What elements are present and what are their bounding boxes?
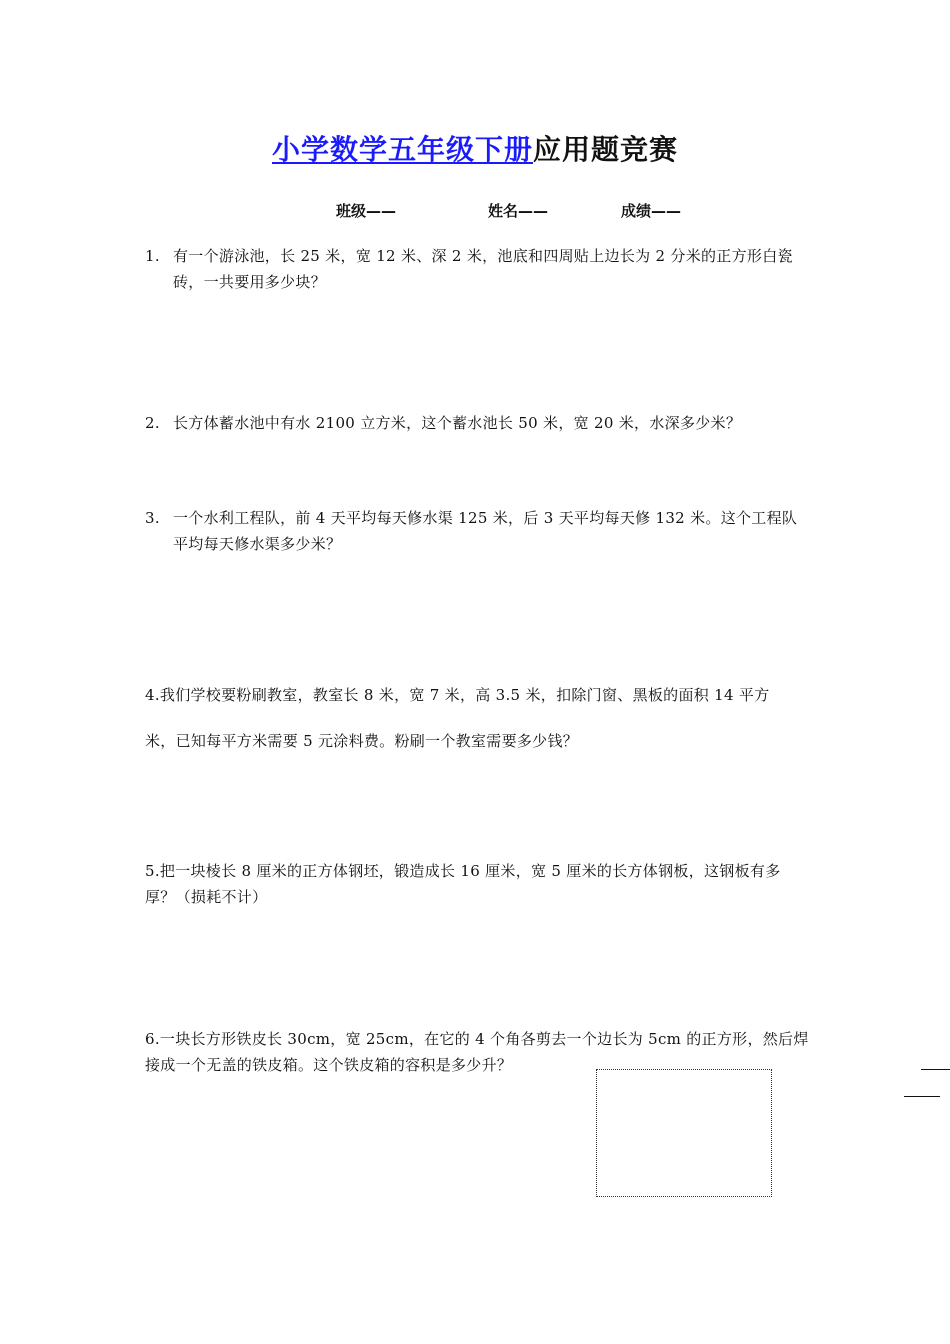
question-text-line: 5.把一块棱长 8 厘米的正方体钢坯，锻造成长 16 厘米，宽 5 厘米的长方体钢板，这钢板有多 <box>145 862 781 880</box>
question-3 <box>145 505 797 557</box>
page-title <box>0 128 950 168</box>
question-5 <box>145 858 781 910</box>
question-text-line: 米，已知每平方米需要 5 元涂料费。粉刷一个教室需要多少钱？ <box>145 732 579 750</box>
question-text-line: 有一个游泳池，长 25 米，宽 12 米、深 2 米，池底和四周贴上边长为 2 分米的正方形白瓷 <box>173 247 793 265</box>
question-text-line: 平均每天修水渠多少米？ <box>173 535 342 553</box>
question-text-line: 长方体蓄水池中有水 2100 立方米，这个蓄水池长 50 米，宽 20 米，水深多少米？ <box>173 414 742 432</box>
margin-dash <box>921 1069 950 1070</box>
question-number: 2. <box>145 414 160 432</box>
student-info-row <box>336 200 681 221</box>
name-label: 姓名—— <box>488 202 549 220</box>
diagram-box <box>596 1069 772 1197</box>
question-text-line: 6.一块长方形铁皮长 30cm，宽 25cm，在它的 4 个角各剪去一个边长为 5cm 的正方形，然后焊 <box>145 1030 809 1048</box>
question-number: 1. <box>145 247 160 265</box>
score-label: 成绩—— <box>621 202 682 220</box>
question-2 <box>145 410 741 436</box>
question-number: 3. <box>145 509 160 527</box>
question-text-line: 4.我们学校要粉刷教室，教室长 8 米，宽 7 米，高 3.5 米，扣除门窗、黑板的面积 14 平方 <box>145 686 770 704</box>
title-link[interactable]: 小学数学五年级下册 <box>271 133 533 166</box>
question-text-line: 厚？（损耗不计） <box>145 888 268 906</box>
question-1 <box>145 243 793 295</box>
class-label: 班级—— <box>336 202 397 220</box>
question-text-line: 接成一个无盖的铁皮箱。这个铁皮箱的容积是多少升？ <box>145 1056 513 1074</box>
question-text-line: 砖，一共要用多少块？ <box>173 273 327 291</box>
question-4 <box>145 672 770 764</box>
margin-dash <box>904 1096 940 1097</box>
question-text-line: 一个水利工程队，前 4 天平均每天修水渠 125 米，后 3 天平均每天修 132 米。这个工程队 <box>173 509 798 527</box>
title-suffix: 应用题竞赛 <box>533 133 679 166</box>
